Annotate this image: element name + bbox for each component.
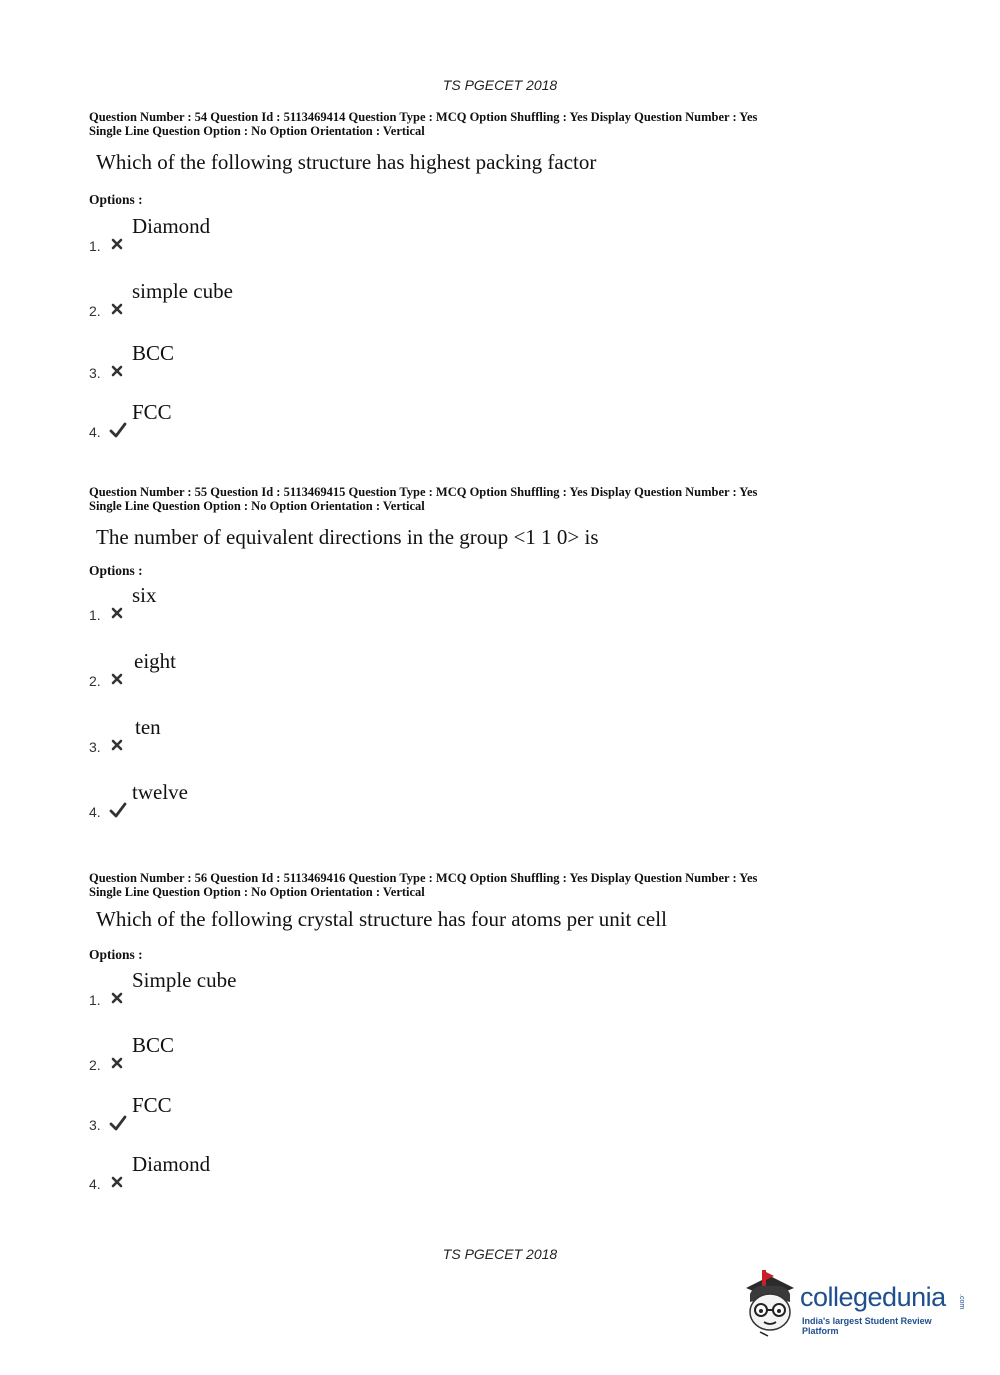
option-number: 1. [89,992,101,1008]
question-block [89,485,909,820]
question-block [89,110,909,440]
logo-tagline: India's largest Student Review Platform [802,1316,932,1336]
check-icon [109,1115,125,1131]
option-number: 3. [89,365,101,381]
option-number: 2. [89,303,101,319]
cross-icon [109,605,125,621]
logo-dotcom-text: .com [958,1294,965,1310]
cross-icon [109,363,125,379]
option-item [89,214,589,254]
option-number: 3. [89,739,101,755]
option-text: twelve [132,780,188,804]
question-meta-line2: Single Line Question Option : No Option Orientation : Vertical [89,499,425,513]
option-number: 4. [89,424,101,440]
option-item [89,583,589,623]
cross-icon [109,671,125,687]
option-text: eight [134,649,176,673]
cross-icon [109,1174,125,1190]
option-text: simple cube [132,279,233,303]
option-item [89,1093,589,1133]
page-header: TS PGECET 2018 [442,77,558,93]
option-text: BCC [132,341,175,365]
option-text: FCC [132,400,172,424]
option-text: FCC [132,1093,172,1117]
option-item [89,279,589,319]
question-meta-line1: Question Number : 55 Question Id : 5113469415 Question Type : MCQ Option Shuffling : Yes Display Question Number : Yes [89,485,758,499]
check-icon [109,422,125,438]
question-text: Which of the following crystal structure has four atoms per unit cell [96,907,667,931]
question-text: Which of the following structure has highest packing factor [96,150,597,174]
option-item [89,1152,589,1192]
option-text: BCC [132,1033,175,1057]
option-number: 1. [89,607,101,623]
check-icon [109,802,125,818]
option-item [89,780,589,820]
options-label: Options : [89,192,143,207]
option-text: Diamond [132,214,211,238]
option-text: ten [135,715,161,739]
options-label: Options : [89,947,143,962]
option-item [89,400,589,440]
cross-icon [109,737,125,753]
question-meta-line1: Question Number : 54 Question Id : 5113469414 Question Type : MCQ Option Shuffling : Yes Display Question Number : Yes [89,110,758,124]
logo-brand-text: collegedunia [800,1282,946,1312]
option-item [89,968,589,1008]
cross-icon [109,236,125,252]
mascot-icon [740,1268,800,1338]
cross-icon [109,301,125,317]
option-number: 2. [89,1057,101,1073]
option-item [89,649,589,689]
option-text: Diamond [132,1152,211,1176]
option-number: 4. [89,804,101,820]
option-item [89,1033,589,1073]
options-label: Options : [89,563,143,578]
option-text: Simple cube [132,968,237,992]
page-footer: TS PGECET 2018 [442,1246,558,1262]
option-item [89,341,589,381]
option-text: six [132,583,157,607]
question-meta-line1: Question Number : 56 Question Id : 5113469416 Question Type : MCQ Option Shuffling : Yes Display Question Number : Yes [89,871,758,885]
option-number: 3. [89,1117,101,1133]
question-block [89,871,909,1192]
cross-icon [109,990,125,1006]
collegedunia-logo [740,1268,970,1338]
option-item [89,715,589,755]
option-number: 4. [89,1176,101,1192]
cross-icon [109,1055,125,1071]
question-meta-line2: Single Line Question Option : No Option Orientation : Vertical [89,124,425,138]
question-meta-line2: Single Line Question Option : No Option Orientation : Vertical [89,885,425,899]
option-number: 2. [89,673,101,689]
question-text: The number of equivalent directions in the group <1 1 0> is [96,525,599,549]
option-number: 1. [89,238,101,254]
